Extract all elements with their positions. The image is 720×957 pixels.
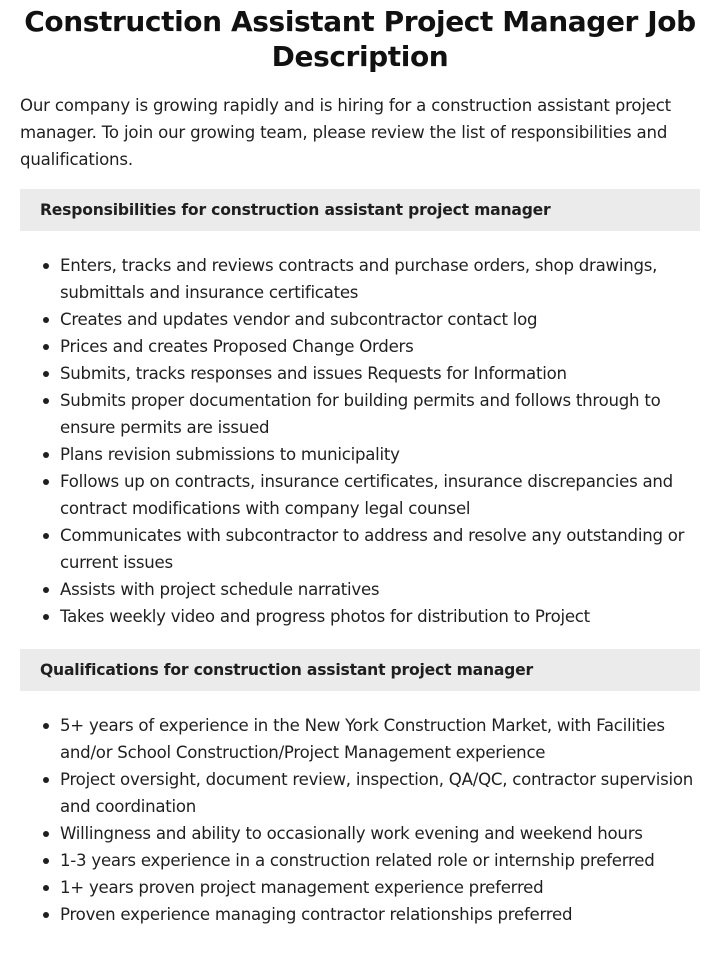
list-item: Assists with project schedule narratives (60, 576, 700, 603)
list-item: Willingness and ability to occasionally work evening and weekend hours (60, 820, 700, 847)
list-item: Follows up on contracts, insurance certificates, insurance discrepancies and contract modifications with company legal counsel (60, 468, 700, 522)
list-item: Submits proper documentation for building permits and follows through to ensure permits are issued (60, 387, 700, 441)
list-item: Communicates with subcontractor to address and resolve any outstanding or current issues (60, 522, 700, 576)
list-item: Project oversight, document review, inspection, QA/QC, contractor supervision and coordination (60, 766, 700, 820)
list-item: Submits, tracks responses and issues Requests for Information (60, 360, 700, 387)
list-item: 5+ years of experience in the New York Construction Market, with Facilities and/or School Construction/Project Management experience (60, 712, 700, 766)
list-item: Proven experience managing contractor relationships preferred (60, 901, 700, 928)
intro-paragraph: Our company is growing rapidly and is hiring for a construction assistant project manager. To join our growing team, please review the list of responsibilities and qualifications. (20, 96, 671, 169)
list-item: Creates and updates vendor and subcontractor contact log (60, 306, 700, 333)
responsibilities-list (20, 252, 700, 630)
list-item: Enters, tracks and reviews contracts and purchase orders, shop drawings, submittals and insurance certificates (60, 252, 700, 306)
responsibilities-heading: Responsibilities for construction assistant project manager (20, 189, 700, 231)
qualifications-heading: Qualifications for construction assistant project manager (20, 649, 700, 691)
qualifications-list (20, 712, 700, 928)
list-item: Prices and creates Proposed Change Orders (60, 333, 700, 360)
list-item: 1-3 years experience in a construction related role or internship preferred (60, 847, 700, 874)
list-item: Plans revision submissions to municipality (60, 441, 700, 468)
page-title: Construction Assistant Project Manager Job Description (24, 5, 696, 73)
list-item: Takes weekly video and progress photos for distribution to Project (60, 603, 700, 630)
list-item: 1+ years proven project management experience preferred (60, 874, 700, 901)
